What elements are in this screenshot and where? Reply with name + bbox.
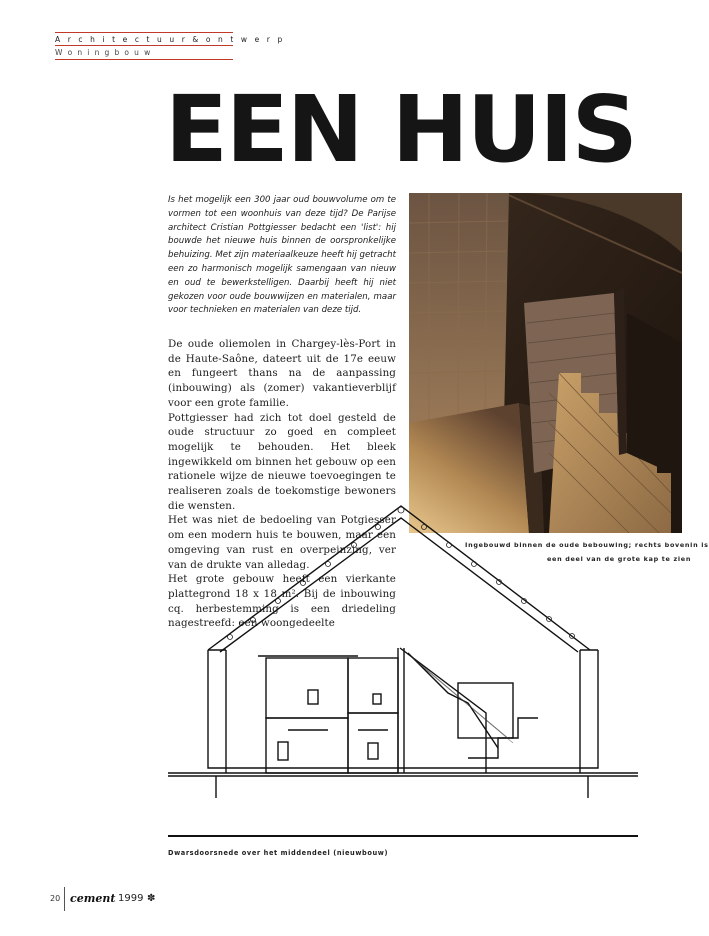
photo-caption-line-2: een deel van de grote kap te zien bbox=[547, 555, 692, 563]
magazine-name: cement bbox=[70, 892, 116, 905]
body-paragraph: Het was niet de bedoeling van Potgiesser om een modern huis te bouwen, maar een omgeving van rust en overpeinzing, ver van de drukte van alledag. bbox=[168, 514, 396, 571]
header-rule-middle bbox=[55, 45, 233, 46]
header-rule-top bbox=[55, 32, 233, 33]
page-number: 20 bbox=[50, 894, 61, 903]
roof-outline bbox=[208, 506, 590, 650]
photo-caption-line-1: Ingebouwd binnen de oude bebouwing; rechts bovenin is bbox=[465, 541, 709, 549]
section-kicker: A r c h i t e c t u u r & o n t w e r p bbox=[55, 35, 285, 44]
article-title: EEN HUIS bbox=[165, 76, 636, 183]
body-paragraph: De oude oliemolen in Chargey-lès-Port in de Haute-Saône, dateert uit de 17e eeuw en fungeert thans na de aanpassing (inbouwing) als (zomer) vakantieverblijf voor een grote familie. bbox=[168, 338, 396, 409]
drawing-caption: Dwarsdoorsnede over het middendeel (nieuwbouw) bbox=[168, 849, 389, 857]
article-intro: Is het mogelijk een 300 jaar oud bouwvolume om te vormen tot een woonhuis van deze tijd? De Parijse architect Cristian Pottgiesser bedacht een 'list': hij bouwde het nieuwe huis binnen de oorspronkelijke behuizing. Met zijn materiaalkeuze heeft hij getracht een zo harmonisch mogelijk samengaan van nieuw en oud te bewerkstelligen. Daarbij heeft hij niet gekozen voor oude bouwwijzen en materialen, maar voor technieken en materialen van deze tijd. bbox=[168, 195, 396, 316]
drawing-bottom-rule bbox=[168, 835, 638, 837]
magazine-logo-icon: ✽ bbox=[147, 893, 156, 904]
roof-inner bbox=[220, 518, 578, 652]
footer-divider bbox=[64, 887, 65, 911]
interior-photo bbox=[409, 193, 682, 533]
header-rule-bottom bbox=[55, 59, 233, 60]
body-paragraph: Het grote gebouw heeft een vierkante plattegrond 18 x 18 m². Bij de inbouwing cq. herbestemming is een driedeling nagestreefd: een woongedeelte bbox=[168, 573, 396, 630]
section-subkicker: W o n i n g b o u w bbox=[55, 48, 152, 57]
body-paragraph: Pottgiesser had zich tot doel gesteld de oude structuur zo goed en compleet mogelijk te behouden. Het bleek ingewikkeld om binnen het gebouw op een rationele wijze de nieuwe toevoegingen te realiseren zoals de toekomstige bewoners die wensten. bbox=[168, 411, 396, 512]
cross-section-drawing bbox=[168, 498, 638, 798]
magazine-year: 1999 bbox=[118, 893, 144, 904]
